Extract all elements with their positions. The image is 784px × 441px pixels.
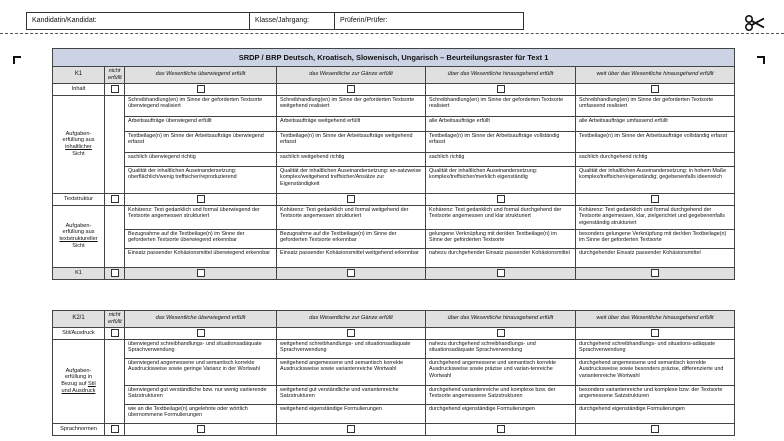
criterion-cell: Bezugnahme auf die Textbeilage(n) im Sinne der geforderten Textsorte erkennbar — [277, 229, 426, 248]
checkbox[interactable] — [497, 269, 505, 277]
k1-total-label: K1 — [53, 267, 105, 279]
checkbox[interactable] — [497, 425, 505, 433]
criterion-cell: Schreibhandlung(en) im Sinne der geforderten Textsorte umfassend realisiert — [576, 95, 735, 116]
criterion-cell: gelungene Verknüpfung mit der/den Textbeilage(n) im Sinne der geforderten Textsorte — [426, 229, 576, 248]
criterion-cell: durchgehend variantenreiche und komplexe bzw. der Textsorte angemessene Satzstrukturen — [426, 385, 576, 404]
checkbox[interactable] — [347, 85, 355, 93]
criterion-cell: Qualität der inhaltlichen Auseinandersetzung: oberflächlich/wenig treffsicher/reproduzierend — [125, 166, 277, 193]
criterion-cell: Textbeilage(n) im Sinne der Arbeitsaufträge weitgehend erfasst — [277, 131, 426, 152]
criterion-cell: alle Arbeitsaufträge erfüllt — [426, 116, 576, 131]
criterion-cell: Textbeilage(n) im Sinne der Arbeitsaufträge überwiegend erfasst — [125, 131, 277, 152]
crop-mark-left — [13, 56, 21, 64]
cut-line — [0, 33, 784, 34]
criterion-cell: durchgehend schreibhandlungs- und situations-adäquate Sprachverwendung — [576, 339, 735, 358]
criterion-cell: Textbeilage(n) im Sinne der Arbeitsaufträge vollständig erfasst — [426, 131, 576, 152]
criterion-cell: Kohärenz: Text gedanklich und formal durchgehend der Textsorte angemessen, klar, zielgerichtet und gegebenenfalls eigenständig strukturiert — [576, 205, 735, 229]
criterion-cell: überwiegend schreibhandlungs- und situationsadäquate Sprachverwendung — [125, 339, 277, 358]
col-header-2: das Wesentliche zur Gänze erfüllt — [277, 311, 426, 328]
col-header-4: weit über das Wesentliche hinausgehend erfüllt — [576, 67, 735, 84]
aufgaben-stil-label: Aufgaben- erfüllung in Bezug auf Stil und Ausdruck — [53, 339, 105, 423]
criterion-cell: nahezu durchgehender Einsatz passender Kohäsionsmittel — [426, 248, 576, 267]
checkbox[interactable] — [197, 329, 205, 337]
criterion-cell: Qualität der inhaltlichen Auseinandersetzung: komplex/treffsicher/merklich eigenständig — [426, 166, 576, 193]
col-header-1: das Wesentliche überwiegend erfüllt — [125, 67, 277, 84]
col-header-3: über das Wesentliche hinausgehend erfüllt — [426, 311, 576, 328]
criterion-cell: überwiegend angemessene und semantisch korrekte Ausdrucksweise sowie geringe Varianz in der Wortwahl — [125, 358, 277, 385]
checkbox[interactable] — [651, 195, 659, 203]
checkbox[interactable] — [347, 195, 355, 203]
checkbox[interactable] — [347, 329, 355, 337]
checkbox[interactable] — [347, 269, 355, 277]
criterion-cell: Arbeitsaufträge weitgehend erfüllt — [277, 116, 426, 131]
criterion-cell: durchgehend eigenständige Formulierungen — [426, 404, 576, 423]
checkbox[interactable] — [197, 195, 205, 203]
checkbox[interactable] — [197, 269, 205, 277]
col-header-4: weit über das Wesentliche hinausgehend erfüllt — [576, 311, 735, 328]
stil-label: Stil/Ausdruck — [53, 327, 105, 339]
checkbox[interactable] — [651, 85, 659, 93]
criterion-cell: weitgehend gut verständliche und variantenreiche Satzstrukturen — [277, 385, 426, 404]
criterion-cell: Textbeilage(n) im Sinne der Arbeitsaufträge vollständig erfasst — [576, 131, 735, 152]
criterion-cell: sachlich weitgehend richtig — [277, 152, 426, 166]
criterion-cell: weitgehend schreibhandlungs- und situationsadäquate Sprachverwendung — [277, 339, 426, 358]
crop-mark-right — [757, 56, 765, 64]
k1-label: K1 — [53, 67, 105, 84]
nicht-erfuellt-header: nicht erfüllt — [105, 311, 125, 328]
grid-title: SRDP / BRP Deutsch, Kroatisch, Slowenisch, Ungarisch – Beurteilungsraster für Text 1 — [53, 49, 735, 67]
checkbox[interactable] — [651, 269, 659, 277]
pruefer-field[interactable]: Prüferin/Prüfer: — [340, 17, 388, 24]
textstruktur-label: Textstruktur — [53, 193, 105, 205]
criterion-cell: Kohärenz: Text gedanklich und formal weitgehend der Textsorte angemessen strukturiert — [277, 205, 426, 229]
criterion-cell: wie an die Textbeilage(n) angelehnte oder wörtlich übernommene Formulierungen — [125, 404, 277, 423]
col-header-1: das Wesentliche überwiegend erfüllt — [125, 311, 277, 328]
candidate-header — [26, 12, 524, 30]
checkbox[interactable] — [111, 85, 119, 93]
criterion-cell: weitgehend eigenständige Formulierungen — [277, 404, 426, 423]
criterion-cell: besonders variantenreiche und komplexe bzw. der Textsorte angemessene Satzstrukturen — [576, 385, 735, 404]
criterion-cell: sachlich durchgehend richtig — [576, 152, 735, 166]
criterion-cell: durchgehender Einsatz passender Kohäsionsmittel — [576, 248, 735, 267]
criterion-cell: Einsatz passender Kohäsionsmittel überwiegend erkennbar — [125, 248, 277, 267]
checkbox[interactable] — [497, 329, 505, 337]
criterion-cell: nahezu durchgehend schreibhandlungs- und situationsadäquate Sprachverwendung — [426, 339, 576, 358]
checkbox[interactable] — [111, 269, 119, 277]
checkbox[interactable] — [197, 425, 205, 433]
checkbox[interactable] — [651, 425, 659, 433]
checkbox[interactable] — [347, 425, 355, 433]
col-header-3: über das Wesentliche hinausgehend erfüllt — [426, 67, 576, 84]
criterion-cell: alle Arbeitsaufträge umfassend erfüllt — [576, 116, 735, 131]
criterion-cell: Bezugnahme auf die Textbeilage(n) im Sinne der geforderten Textsorte überwiegend erkennbar — [125, 229, 277, 248]
k21-label: K2/1 — [53, 311, 105, 328]
inhalt-label: Inhalt — [53, 83, 105, 95]
checkbox[interactable] — [111, 425, 119, 433]
criterion-cell: Schreibhandlung(en) im Sinne der geforderten Textsorte realisiert — [426, 95, 576, 116]
criterion-cell: sachlich überwiegend richtig — [125, 152, 277, 166]
criterion-cell: sachlich richtig — [426, 152, 576, 166]
criterion-cell: Einsatz passender Kohäsionsmittel weitgehend erkennbar — [277, 248, 426, 267]
criterion-cell: weitgehend angemessene und semantisch korrekte Ausdrucksweise sowie variantenreiche Wortwahl — [277, 358, 426, 385]
criterion-cell: durchgehend angemessene und semantisch korrekte Ausdrucksweise sowie besonders präzise, differenzierte und variantenreiche Wortwahl — [576, 358, 735, 385]
kandidat-field[interactable]: Kandidatin/Kandidat: — [27, 13, 250, 29]
checkbox[interactable] — [651, 329, 659, 337]
assessment-grid-k1 — [52, 48, 735, 280]
checkbox[interactable] — [111, 329, 119, 337]
klasse-field[interactable]: Klasse/Jahrgang: — [250, 13, 335, 29]
scissors-icon — [744, 14, 766, 32]
checkbox[interactable] — [111, 195, 119, 203]
checkbox[interactable] — [197, 85, 205, 93]
criterion-cell: Schreibhandlung(en) im Sinne der geforderten Textsorte weitgehend realisiert — [277, 95, 426, 116]
criterion-cell: durchgehend eigenständige Formulierungen — [576, 404, 735, 423]
aufgaben-text-label: Aufgaben- erfüllung aus textstruktureller Sicht — [53, 205, 105, 267]
criterion-cell: Kohärenz: Text gedanklich und formal überwiegend der Textsorte angemessen strukturiert — [125, 205, 277, 229]
criterion-cell: Qualität der inhaltlichen Auseinandersetzung: in hohem Maße komplex/treffsicher/eigenständig; gegebenenfalls ideenreich — [576, 166, 735, 193]
criterion-cell: Qualität der inhaltlichen Auseinandersetzung: an-satzweise komplex/weitgehend treffsicher/Ansätze zur Eigenständigkeit — [277, 166, 426, 193]
criterion-cell: durchgehend angemessene und semantisch korrekte Ausdrucksweise sowie präzise und varian-tenreiche Wortwahl — [426, 358, 576, 385]
criterion-cell: überwiegend gut verständliche bzw. nur wenig variierende Satzstrukturen — [125, 385, 277, 404]
criterion-cell: besonders gelungene Verknüpfung mit der/den Textbeilage(n) im Sinne der geforderten Textsorte — [576, 229, 735, 248]
aufgaben-inhalt-label: Aufgaben- erfüllung aus inhaltlicher Sicht — [53, 95, 105, 193]
sprachnormen-label: Sprachnormen — [53, 423, 105, 435]
assessment-grid-k2 — [52, 310, 735, 436]
checkbox[interactable] — [497, 85, 505, 93]
col-header-2: das Wesentliche zur Gänze erfüllt — [277, 67, 426, 84]
criterion-cell: Arbeitsaufträge überwiegend erfüllt — [125, 116, 277, 131]
criterion-cell: Kohärenz: Text gedanklich und formal durchgehend der Textsorte angemessen und klar strukturiert — [426, 205, 576, 229]
checkbox[interactable] — [497, 195, 505, 203]
criterion-cell: Schreibhandlung(en) im Sinne der geforderten Textsorte überwiegend realisiert — [125, 95, 277, 116]
nicht-erfuellt-header: nicht erfüllt — [105, 67, 125, 84]
